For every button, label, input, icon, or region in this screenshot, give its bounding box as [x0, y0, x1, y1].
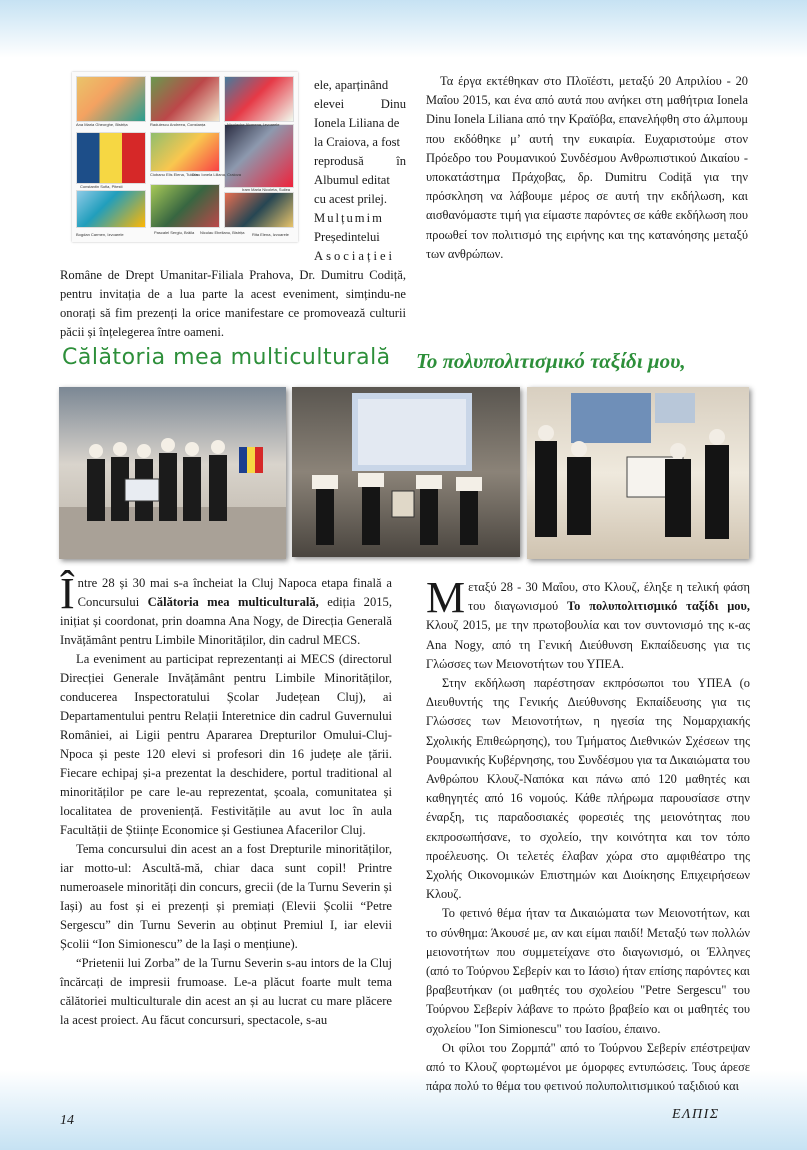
drawing-caption: Rita Elena, Izvoarele	[252, 232, 289, 237]
paragraph: Στην εκδήλωση παρέστησαν εκπρόσωποι του ΥΠΕΑ (ο Διευθυντής της Γενικής Διεύθυνσης Εκπαίδευσης για τις Γλώσσες των Μειονοτήτων, η ηγεσία της Νομαρχιακής Σχολικής Επιθεώρησης), του Τμήματος Διεθνικών Σχέσεων της Ρουμανικής Κυβέρνησης, του Συνδέσμου για τα Δικαιώματα του Ανθρώπου Κλουζ-Ναπόκα και πάνω από 120 μαθητές και καθηγητές από 16 νομούς. Κάθε πλήρωμα παρουσίασε στην έναρξη, τις παραδοσιακές φορεσιές της μειονότητας που εκπροσωπήσανε, το σχολείο, την κοινότητα και τον τόπο προέλευσης. Οι τελετές έλαβαν χώρα στο αμφιθέατρο της Σχολής Οικονομικών Επιστημών και Διοίκησης Επιχειρήσεων Κλουζ.	[426, 676, 750, 902]
text-line: Președintelui	[314, 230, 380, 244]
text-line: Mulțumim	[314, 211, 384, 225]
gr-article	[426, 573, 751, 1096]
drawing-caption: Dinu Ionela Liliana, Craiova	[192, 172, 241, 177]
text-line: elevei Dinu	[314, 97, 406, 111]
gr-intro-paragraph	[426, 72, 748, 264]
drawing-caption: Ana Maria Gheorghe, Bistrița	[76, 122, 128, 127]
ro-article	[60, 569, 393, 1030]
text-line: reprodusă în	[314, 154, 406, 168]
text-line: la Craiova, a fost	[314, 135, 401, 149]
paragraph: Tema concursului din acest an a fost Drepturile minorităților, iar motto-ul: Ascultă-mă, chiar daca sunt copil! Printre numeroasele minorități din concurs, grecii (de la Turnu Severin și Iași) au fost și ei prezenți și premiați (Elevii Școlii “Petre Sergescu” din Turnu Severin au obținut Premiul I, iar elevii Școlii “Ion Simionescu” de la Iași o mențiune).	[60, 842, 392, 951]
title-greek: Το πολυπολιτισμικό ταξίδι μου,	[416, 349, 686, 373]
photo-students-dance	[292, 387, 520, 557]
drawing-caption: Bogdan Carmen, Izvoarele	[76, 232, 124, 237]
photo-students-stage	[59, 387, 286, 559]
photo-students-exhibit	[527, 387, 749, 559]
paragraph: La eveniment au participat reprezentanți ai MECS (directorul Direcției Generale Invățământ pentru Limbile Minorităților, conducerea Inspectoratului Școlar Județean Cluj), ai Departamentului pentru Relații Interetnice din cadrul Guvernului României, ai Ligii pentru Apararea Drepturilor Omului-Cluj-Npoca și peste 120 elevi si profesori din 16 județe ale țării. Fiecare echipaj și-a prezentat la deschidere, portul traditional al minorităților pe care le-au reprezentat, școala, comunitatea și localitatea de proveniență. Festivitățile au avut loc în aula Facultății de Științe Economice și Gestiunea Afacerilor Cluj.	[60, 652, 392, 837]
drawing-caption: Niculau Ebelianu, Bistrița	[200, 230, 245, 235]
paragraph: Το φετινό θέμα ήταν τα Δικαιώματα των Μειονοτήτων, και το σύνθημα: Άκουσέ με, αν και είμαι παιδί! Μεταξύ των πολλών μειονοτήτων που συμμετείχανε στο διαγωνισμό, οι Έλληνες (από το Τούρνου Σεβερίν και το Ιάσιο) ήταν επίσης παρόντες και βραβευτήκαν (οι μαθητές του σχολείου "Petre Sergescu" του Τούρνου Σεβερίν λάβανε το πρώτο βραβείο και οι μαθητές του σχολείου "Ion Simionescu" του Ιασίου, έπαινο.	[426, 906, 750, 1036]
top-gradient-band	[0, 0, 807, 58]
ro-intro-wrapped	[314, 76, 406, 266]
drawing-caption: Radulescu Andreea, Constanța	[150, 122, 206, 127]
drop-cap: Î	[60, 569, 75, 618]
ro-intro-continuation: Române de Drept Umanitar-Filiala Prahova, Dr. Dumitru Codiță, pentru invitația de a lua parte la acest eveniment, simțindu-ne onorați să fim prezenți la orice manifestare ce promovează culturii păcii și înțelegerea între oameni.	[60, 268, 406, 339]
drawing-caption: Constantin Sofia, Pitesti	[80, 184, 123, 189]
text-line: Asociației	[314, 249, 396, 263]
title-romanian: Călătoria mea multiculturală	[62, 345, 391, 370]
paragraph: Οι φίλοι του Ζορμπά" από το Τούρνου Σεβερίν επέστρεψαν από το Κλουζ φορτωμένοι με όμορφες εντυπώσεις. Τους άρεσε πάρα πολύ το θέμα του φετινού πολυπολιτισμικού ταξιδιού και	[426, 1040, 750, 1094]
text-line: Albumul editat	[314, 173, 390, 187]
drawing-caption: Pascalel Sergiu, Brăila	[154, 230, 195, 235]
drawings-collage-image	[72, 72, 298, 242]
drawing-caption: Iram Maria Nicoleta, Suilea	[242, 187, 291, 192]
text-line: Ionela Liliana de	[314, 116, 400, 130]
paragraph: Τα έργα εκτέθηκαν στο Πλοϊέστι, μεταξύ 20 Απριλίου - 20 Μαΐου 2015, και ένα από αυτά που ανήκει στη μαθήτρια Ionela Dinu Ionela Liliana από την Κραϊόβα, επανελήφθη στο άλμπουμ που εκδόθηκε μ’ αυτή την ευκαιρία. Ευχαριστούμε στον Πρόεδρο του Ρουμανικού Συνδέσμου Ανθρωπιστικού Δικαίου - υποκατάστημα Πράχοβας, δρ. Dumitru Codiță για την πρόσκληση να λάβουμε μέρος σε αυτή την εκδήλωση, και αισθανόμαστε τιμή για είμαστε παρόντες σε κάθε εκδήλωση που προωθεί τον πολιτισμό της ειρήνης και της κατανόησης μεταξύ των ανθρώπων.	[426, 74, 748, 261]
paragraph: Μεταξύ 28 - 30 Μαΐου, στο Κλουζ, έληξε η τελική φάση του διαγωνισμού Το πολυπολιτισμικό ταξίδι μου, Κλουζ 2015, με την πρωτοβουλία και τον συντονισμό της κ-ας Ana Nogy, από τη Γενική Διεύθυνση Εκπαίδευσης για τις Γλώσσες των Μειονοτήτων του ΥΠΕΑ.	[426, 573, 751, 671]
drawing-caption: Ciobanu Elis Elena, Tulcea	[150, 172, 198, 177]
text-line: cu acest prilej.	[314, 192, 388, 206]
paragraph: “Prietenii lui Zorba” de la Turnu Severin s-au intors de la Cluj încărcați de impresii frumoase. Le-a plăcut foarte mult tema călătoriei multiculturale din acest an și au lucrat cu mare plăcere la acest proiect. Au făcut concursuri, spectacole, s-au	[60, 956, 392, 1027]
page-number: 14	[60, 1113, 74, 1128]
text-line: ele, aparținând	[314, 78, 389, 92]
drop-cap: Μ	[426, 573, 466, 622]
drawing-caption: Nicolache Alcmena, Izvoarele	[227, 122, 280, 127]
magazine-title: ΕΛΠΙΣ	[672, 1107, 720, 1122]
paragraph: Între 28 și 30 mai s-a încheiat la Cluj Napoca etapa finală a Concursului Călătoria mea multiculturală, ediția 2015, inițiat și coordonat, prin doamna Ana Nogy, de Direcția Generală Invățământ pentru Limbile Minorităților, din cadrul MECS.	[60, 569, 393, 647]
